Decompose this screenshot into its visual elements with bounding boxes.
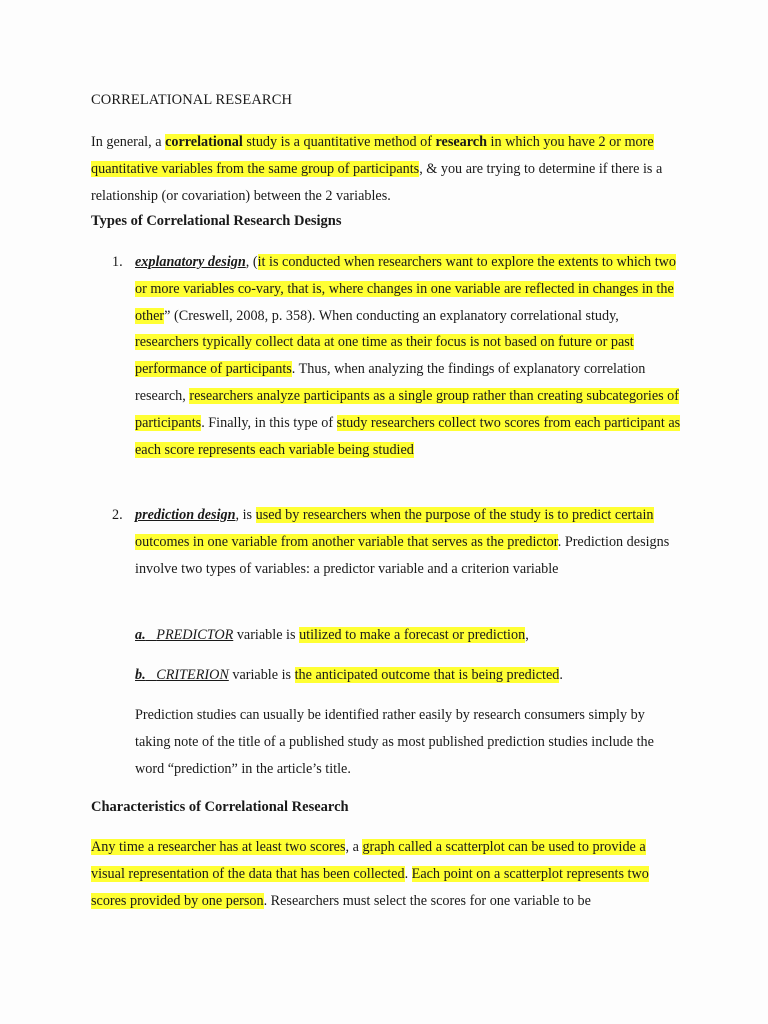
document-title: CORRELATIONAL RESEARCH	[91, 92, 293, 108]
characteristics-paragraph	[91, 834, 681, 914]
intro-text-2: study is a quantitative method of	[242, 134, 436, 150]
sub-a-text-2: ,	[525, 627, 529, 643]
item2-highlight-1: used by researchers when the purpose of the study is to predict certain outcomes in one variable from another variable that serves as the predictor	[135, 507, 654, 550]
characteristics-heading: Characteristics of Correlational Research	[91, 799, 349, 815]
sub-b-term: CRITERION	[156, 667, 229, 683]
sub-b-line	[135, 662, 563, 689]
char-highlight-3: Each point on a scatterplot represents two scores provided by one person	[91, 865, 649, 909]
sub-b-letter: b.	[135, 667, 146, 683]
intro-highlight-correlational: correlational	[165, 134, 243, 150]
item2-text-2: . Prediction designs involve two types of variables: a predictor variable and a criterion variable	[135, 533, 670, 577]
char-text-1: , a	[345, 839, 363, 855]
sub-b-highlight: the anticipated outcome that is being predicted	[294, 667, 560, 683]
item1-text-3: . Thus, when analyzing the findings of explanatory correlation research,	[135, 361, 646, 404]
sub-a-term: PREDICTOR	[156, 627, 234, 643]
prediction-note: Prediction studies can usually be identified rather easily by research consumers simply by taking note of the title of a published study as most published prediction studies include the word “prediction” in the article’s title.	[135, 707, 654, 777]
intro-paragraph	[91, 129, 681, 209]
char-text-2: .	[404, 865, 412, 882]
sub-a-highlight: utilized to make a forecast or prediction	[299, 627, 526, 643]
item1-text-1: , (	[245, 254, 258, 270]
item1-text-4: . Finally, in this type of	[201, 414, 337, 431]
char-text-3: . Researchers must select the scores for one variable to be	[263, 892, 591, 909]
item2-term: prediction design	[135, 507, 236, 523]
item2-paragraph	[135, 502, 681, 582]
sub-b-text-2: .	[559, 667, 563, 683]
item1-paragraph	[135, 249, 681, 463]
sub-a-text-1: variable is	[233, 627, 300, 643]
item2-number: 2.	[112, 507, 123, 523]
item1-term: explanatory design	[135, 254, 246, 270]
item2-text-1: , is	[235, 507, 256, 523]
intro-text-1: In general, a	[91, 134, 166, 150]
item1-text-2: ” (Creswell, 2008, p. 358). When conducting an explanatory correlational study,	[164, 307, 619, 324]
item1-highlight-4: study researchers collect two scores from each participant as each score represents each variable being studied	[135, 414, 681, 458]
intro-text-3: , & you are trying to determine if there is a relationship (or covariation) between the 2 variables.	[91, 160, 663, 204]
char-highlight-1: Any time a researcher has at least two scores	[91, 839, 346, 855]
sub-a-letter: a.	[135, 627, 146, 643]
item1-highlight-1: it is conducted when researchers want to explore the extents to which two or more variables co-vary, that is, where changes in one variable are reflected in changes in the other	[135, 254, 676, 324]
item1-highlight-3: researchers analyze participants as a single group rather than creating subcategories of participants	[135, 387, 680, 431]
intro-highlight-variables: in which you have 2 or more quantitative variables from the same group of participants	[91, 134, 654, 177]
sub-b-text-1: variable is	[228, 667, 295, 683]
item1-number: 1.	[112, 254, 123, 270]
intro-highlight-research: research	[435, 134, 487, 150]
sub-a-line	[135, 622, 529, 649]
types-heading: Types of Correlational Research Designs	[91, 213, 342, 229]
char-highlight-2: graph called a scatterplot can be used to provide a visual representation of the data that has been collected	[91, 839, 646, 882]
item1-highlight-2: researchers typically collect data at one time as their focus is not based on future or past performance of participants	[135, 334, 634, 378]
